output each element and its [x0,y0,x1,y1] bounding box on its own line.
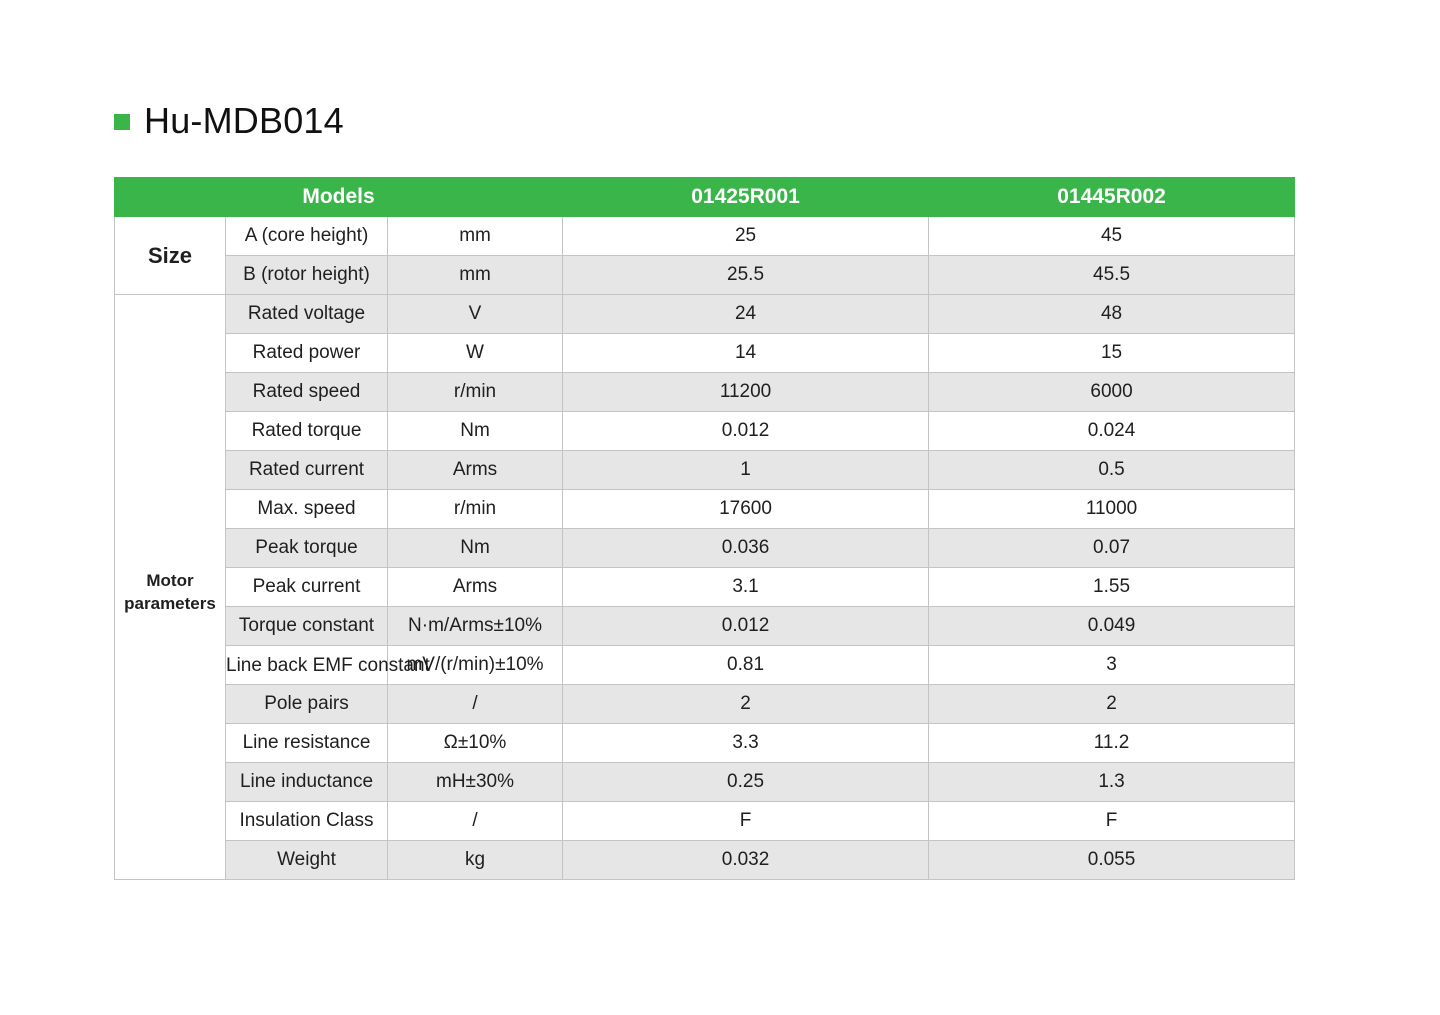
value-cell-model-2: 1.3 [929,763,1295,802]
param-cell: Weight [226,841,388,880]
param-cell: Peak torque [226,529,388,568]
unit-cell: Ω±10% [388,724,563,763]
table-row [115,451,1295,490]
table-row [115,724,1295,763]
table-row [115,295,1295,334]
table-row [115,412,1295,451]
param-cell: Pole pairs [226,685,388,724]
unit-cell: Nm [388,529,563,568]
unit-cell: / [388,802,563,841]
unit-cell: r/min [388,373,563,412]
page-title-block [114,98,344,144]
param-cell: Rated voltage [226,295,388,334]
param-cell: Rated speed [226,373,388,412]
unit-cell: V [388,295,563,334]
value-cell-model-2: 0.5 [929,451,1295,490]
page-title: Hu-MDB014 [144,100,344,141]
value-cell-model-1: 3.3 [563,724,929,763]
unit-cell: kg [388,841,563,880]
title-marker-icon [114,114,130,130]
unit-cell: mm [388,256,563,295]
value-cell-model-2: 0.07 [929,529,1295,568]
value-cell-model-2: 11000 [929,490,1295,529]
value-cell-model-1: 0.81 [563,646,929,685]
param-cell: Rated torque [226,412,388,451]
unit-cell: N·m/Arms±10% [388,607,563,646]
table-row [115,763,1295,802]
value-cell-model-2: 6000 [929,373,1295,412]
value-cell-model-1: 14 [563,334,929,373]
value-cell-model-1: F [563,802,929,841]
param-cell: Rated current [226,451,388,490]
value-cell-model-2: 15 [929,334,1295,373]
header-model-2: 01445R002 [929,178,1295,217]
param-cell: Line back EMF constant [226,646,388,685]
param-cell: Rated power [226,334,388,373]
value-cell-model-1: 0.032 [563,841,929,880]
table-row [115,490,1295,529]
table-row [115,607,1295,646]
value-cell-model-1: 0.012 [563,607,929,646]
param-cell: Max. speed [226,490,388,529]
value-cell-model-1: 1 [563,451,929,490]
spec-table [114,177,1295,880]
table-row [115,685,1295,724]
unit-cell: Arms [388,451,563,490]
value-cell-model-2: 1.55 [929,568,1295,607]
value-cell-model-1: 11200 [563,373,929,412]
group-label-motor-parameters: Motor parameters [115,295,226,880]
value-cell-model-1: 24 [563,295,929,334]
param-cell: B (rotor height) [226,256,388,295]
table-row [115,256,1295,295]
param-cell: A (core height) [226,217,388,256]
unit-cell: W [388,334,563,373]
value-cell-model-2: 0.055 [929,841,1295,880]
unit-cell: / [388,685,563,724]
param-cell: Torque constant [226,607,388,646]
unit-cell: mV/(r/min)±10% [388,646,563,685]
table-row [115,841,1295,880]
table-row [115,646,1295,685]
value-cell-model-1: 0.012 [563,412,929,451]
value-cell-model-1: 0.036 [563,529,929,568]
unit-cell: mH±30% [388,763,563,802]
param-cell: Line inductance [226,763,388,802]
unit-cell: Nm [388,412,563,451]
spec-table-body [115,217,1295,880]
value-cell-model-2: 0.049 [929,607,1295,646]
table-header-row [115,178,1295,217]
value-cell-model-1: 25.5 [563,256,929,295]
table-row [115,529,1295,568]
value-cell-model-2: 45.5 [929,256,1295,295]
param-cell: Insulation Class [226,802,388,841]
param-cell: Line resistance [226,724,388,763]
header-models: Models [115,178,563,217]
value-cell-model-2: 2 [929,685,1295,724]
table-row [115,334,1295,373]
table-row [115,373,1295,412]
value-cell-model-1: 17600 [563,490,929,529]
value-cell-model-2: 48 [929,295,1295,334]
value-cell-model-1: 2 [563,685,929,724]
header-model-1: 01425R001 [563,178,929,217]
value-cell-model-2: 11.2 [929,724,1295,763]
value-cell-model-1: 0.25 [563,763,929,802]
table-row [115,217,1295,256]
table-row [115,568,1295,607]
value-cell-model-2: F [929,802,1295,841]
unit-cell: Arms [388,568,563,607]
value-cell-model-2: 45 [929,217,1295,256]
unit-cell: mm [388,217,563,256]
value-cell-model-1: 3.1 [563,568,929,607]
table-row [115,802,1295,841]
value-cell-model-2: 0.024 [929,412,1295,451]
value-cell-model-1: 25 [563,217,929,256]
value-cell-model-2: 3 [929,646,1295,685]
param-cell: Peak current [226,568,388,607]
unit-cell: r/min [388,490,563,529]
group-label-size: Size [115,217,226,295]
